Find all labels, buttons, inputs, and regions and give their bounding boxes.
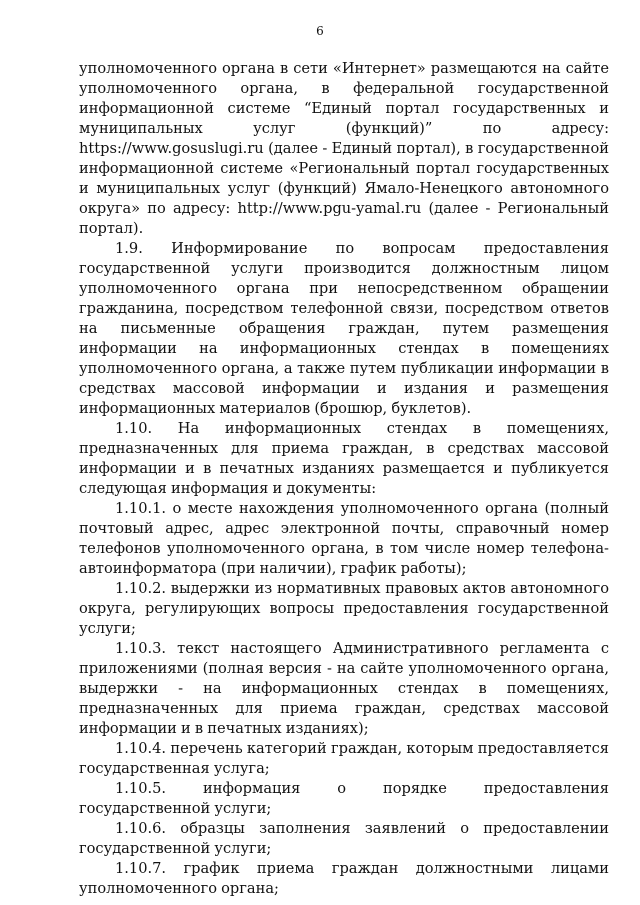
paragraph-1-9: 1.9. Информирование по вопросам предоставления государственной услуги производится должностным лицом уполномоченного органа при непосредственном обращении гражданина, посредством телефонной связи, посредством ответов на письменные обращения граждан, путем размещения информации на информационных стендах в помещениях уполномоченного органа, а также путем публикации информации в средствах массовой информации и издания и размещения информационных материалов (брошюр, буклетов). <box>79 240 609 417</box>
page-number: 6 <box>316 24 324 38</box>
paragraph-1-10-1: 1.10.1. о месте нахождения уполномоченного органа (полный почтовый адрес, адрес электронной почты, справочный номер телефонов уполномоченного органа, в том числе номер телефона-автоинформатора (при наличии), график работы); <box>79 500 609 577</box>
paragraph-1-10-7: 1.10.7. график приема граждан должностными лицами уполномоченного органа; <box>79 860 609 897</box>
paragraph-1-10-6: 1.10.6. образцы заполнения заявлений о предоставлении государственной услуги; <box>79 820 609 857</box>
paragraph-1-10-5: 1.10.5. информация о порядке предоставления государственной услуги; <box>79 780 609 817</box>
paragraph-1-10-2: 1.10.2. выдержки из нормативных правовых актов автономного округа, регулирующих вопросы предоставления государственной услуги; <box>79 580 609 637</box>
paragraph-1-10-3: 1.10.3. текст настоящего Административного регламента с приложениями (полная версия - на сайте уполномоченного органа, выдержки - на информационных стендах в помещениях, предназначенных для приема граждан, средствах массовой информации и в печатных изданиях); <box>79 640 609 737</box>
paragraph-continuation: уполномоченного органа в сети «Интернет» размещаются на сайте уполномоченного органа, в федеральной государственной информационной системе “Единый портал государственных и муниципальных услуг (функций)” по адресу: https://www.gosuslugi.ru (далее - Единый портал), в государственной информационной системе «Региональный портал государственных и муниципальных услуг (функций) Ямало-Ненецкого автономного округа» по адресу: http://www.pgu-yamal.ru (далее - Региональный портал). <box>79 60 609 237</box>
document-body <box>79 59 609 899</box>
paragraph-1-10: 1.10. На информационных стендах в помещениях, предназначенных для приема граждан, в средствах массовой информации и в печатных изданиях размещается и публикуется следующая информация и документы: <box>79 420 609 497</box>
paragraph-1-10-4: 1.10.4. перечень категорий граждан, которым предоставляется государственная услуга; <box>79 740 609 777</box>
